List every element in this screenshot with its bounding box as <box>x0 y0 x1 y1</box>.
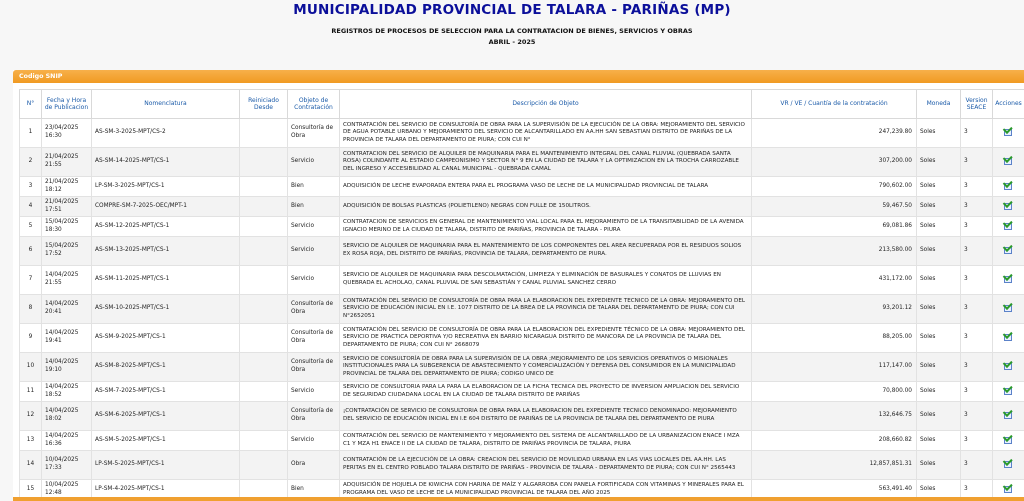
row-nomenclatura: LP-SM-5-2025-MPT/CS-1 <box>92 451 240 480</box>
row-objeto: Bien <box>288 177 340 197</box>
row-version: 3 <box>961 266 993 295</box>
col-header-monto[interactable]: VR / VE / Cuantía de la contratación <box>752 90 917 119</box>
row-nomenclatura: AS-SM-9-2025-MPT/CS-1 <box>92 324 240 353</box>
row-reiniciado <box>240 237 288 266</box>
row-acciones <box>993 177 1024 197</box>
table-row <box>20 402 1024 431</box>
row-objeto: Servicio <box>288 217 340 237</box>
col-header-descripcion[interactable]: Descripción de Objeto <box>340 90 752 119</box>
row-number: 3 <box>20 177 42 197</box>
table-row <box>20 237 1024 266</box>
row-monto: 132,646.75 <box>752 402 917 431</box>
row-acciones <box>993 119 1024 148</box>
row-nomenclatura: AS-SM-12-2025-MPT/CS-1 <box>92 217 240 237</box>
row-number: 6 <box>20 237 42 266</box>
row-version: 3 <box>961 480 993 500</box>
row-descripcion: CONTRATACIÓN DEL SERVICIO DE MANTENIMIENTO Y MEJORAMIENTO DEL SISTEMA DE ALCANTARILLADO DE LA URBANIZACION ENACE I MZA C1 Y MZA H1 ENACE II DE LA CIUDAD DE TALARA, DISTRITO DE PARIÑAS PROVINCIA DE TALARA, PIURA <box>340 431 752 451</box>
row-descripcion: SERVICIO DE ALQUILER DE MAQUINARIA PARA EL MANTENIMIENTO DE LOS COMPONENTES DEL AREA RECUPERADA POR EL RESIDUOS SOLIOS EX ROSA ROJA, DEL DISTRITO DE PARIÑAS, PROVINCIA DE TALARA, DEPARTAMENTO DE PIURA. <box>340 237 752 266</box>
row-reiniciado <box>240 266 288 295</box>
row-version: 3 <box>961 177 993 197</box>
row-objeto: Bien <box>288 480 340 500</box>
row-nomenclatura: AS-SM-6-2025-MPT/CS-1 <box>92 402 240 431</box>
row-objeto: Consultoría de Obra <box>288 402 340 431</box>
row-moneda: Soles <box>917 324 961 353</box>
row-number: 15 <box>20 480 42 500</box>
row-reiniciado <box>240 402 288 431</box>
row-fecha: 14/04/2025 18:52 <box>42 382 92 402</box>
row-fecha: 21/04/2025 17:51 <box>42 197 92 217</box>
row-objeto: Servicio <box>288 237 340 266</box>
row-reiniciado <box>240 324 288 353</box>
row-acciones <box>993 451 1024 480</box>
row-monto: 563,491.40 <box>752 480 917 500</box>
row-number: 11 <box>20 382 42 402</box>
row-moneda: Soles <box>917 237 961 266</box>
row-descripcion: ADQUISICIÓN DE BOLSAS PLASTICAS (POLIETILENO) NEGRAS CON FULLE DE 150LITROS. <box>340 197 752 217</box>
row-acciones <box>993 217 1024 237</box>
col-header-objeto[interactable]: Objeto de Contratación <box>288 90 340 119</box>
row-fecha: 21/04/2025 18:12 <box>42 177 92 197</box>
row-descripcion: CONTRATACIÓN DEL SERVICIO DE CONSULTORÍA DE OBRA PARA LA ELABORACION DEL EXPEDIENTE TÉCNICO DE LA OBRA: MEJORAMIENTO DEL SERVICIO DE PRACTICA DEPORTIVA Y/O RECREATIVA EN BARRIO NICARAGUA DISTRITO DE MANCORA DE LA PROVINCIA DE TALARA DEL DEPARTAMENTO DE PIURA; CON CUI N° 2668079 <box>340 324 752 353</box>
row-version: 3 <box>961 119 993 148</box>
row-nomenclatura: AS-SM-5-2025-MPT/CS-1 <box>92 431 240 451</box>
row-version: 3 <box>961 295 993 324</box>
procurement-table <box>19 89 1024 500</box>
row-monto: 307,200.00 <box>752 148 917 177</box>
row-monto: 431,172.00 <box>752 266 917 295</box>
panel-header[interactable]: Codigo SNIP <box>13 70 1024 83</box>
view-details-icon[interactable] <box>1004 387 1013 395</box>
row-number: 8 <box>20 295 42 324</box>
row-objeto: Obra <box>288 451 340 480</box>
row-acciones <box>993 266 1024 295</box>
row-fecha: 14/04/2025 18:02 <box>42 402 92 431</box>
row-version: 3 <box>961 353 993 382</box>
row-moneda: Soles <box>917 266 961 295</box>
row-reiniciado <box>240 197 288 217</box>
col-header-moneda[interactable]: Moneda <box>917 90 961 119</box>
row-acciones <box>993 353 1024 382</box>
view-details-icon[interactable] <box>1004 182 1013 190</box>
view-details-icon[interactable] <box>1004 362 1013 370</box>
row-number: 7 <box>20 266 42 295</box>
row-fecha: 14/04/2025 21:55 <box>42 266 92 295</box>
row-version: 3 <box>961 431 993 451</box>
row-descripcion: CONTRATACION DE SERVICIOS EN GENERAL DE MANTENIMIENTO VIAL LOCAL PARA EL MEJORAMIENTO DE LA TRANSITABILIDAD DE LA AVENIDA IGNACIO MERINO DE LA CIUDAD DE TALARA, DISTRITO DE PARIÑAS, PROVINCIA DE TALARA - PIURA <box>340 217 752 237</box>
table-row <box>20 451 1024 480</box>
row-moneda: Soles <box>917 402 961 431</box>
row-version: 3 <box>961 148 993 177</box>
row-acciones <box>993 237 1024 266</box>
row-objeto: Servicio <box>288 382 340 402</box>
row-monto: 88,205.00 <box>752 324 917 353</box>
row-fecha: 15/04/2025 18:30 <box>42 217 92 237</box>
view-details-icon[interactable] <box>1004 202 1013 210</box>
col-header-fecha[interactable]: Fecha y Hora de Publicacion <box>42 90 92 119</box>
row-moneda: Soles <box>917 119 961 148</box>
table-row <box>20 324 1024 353</box>
col-header-num[interactable]: N° <box>20 90 42 119</box>
row-fecha: 23/04/2025 16:30 <box>42 119 92 148</box>
row-nomenclatura: AS-SM-11-2025-MPT/CS-1 <box>92 266 240 295</box>
table-row <box>20 148 1024 177</box>
row-descripcion: ADQUISICIÓN DE LECHE EVAPORADA ENTERA PARA EL PROGRAMA VASO DE LECHE DE LA MUNICIPALIDAD PROVINCIAL DE TALARA <box>340 177 752 197</box>
row-acciones <box>993 431 1024 451</box>
row-reiniciado <box>240 451 288 480</box>
row-moneda: Soles <box>917 197 961 217</box>
row-nomenclatura: AS-SM-14-2025-MPT/CS-1 <box>92 148 240 177</box>
row-moneda: Soles <box>917 382 961 402</box>
row-reiniciado <box>240 119 288 148</box>
table-row <box>20 119 1024 148</box>
row-moneda: Soles <box>917 353 961 382</box>
row-fecha: 14/04/2025 19:41 <box>42 324 92 353</box>
row-monto: 213,580.00 <box>752 237 917 266</box>
row-descripcion: SERVICIO DE ALQUILER DE MAQUINARIA PARA DESCOLMATACIÓN, LIMPIEZA Y ELIMINACIÓN DE BASURALES Y CONATOS DE LLUVIAS EN QUEBRADA EL ACHOLAO, CANAL PLUVIAL DE SAN SEBASTIÁN Y CANAL PLUVIAL SANCHEZ CERRO <box>340 266 752 295</box>
results-panel <box>13 70 1024 501</box>
row-objeto: Servicio <box>288 431 340 451</box>
row-objeto: Servicio <box>288 266 340 295</box>
table-row <box>20 353 1024 382</box>
row-nomenclatura: AS-SM-3-2025-MPT/CS-2 <box>92 119 240 148</box>
row-objeto: Consultoría de Obra <box>288 353 340 382</box>
view-details-icon[interactable] <box>1004 246 1013 254</box>
row-moneda: Soles <box>917 295 961 324</box>
row-objeto: Consultoría de Obra <box>288 295 340 324</box>
row-moneda: Soles <box>917 177 961 197</box>
row-number: 10 <box>20 353 42 382</box>
view-details-icon[interactable] <box>1004 436 1013 444</box>
row-reiniciado <box>240 295 288 324</box>
row-moneda: Soles <box>917 480 961 500</box>
row-version: 3 <box>961 217 993 237</box>
row-moneda: Soles <box>917 148 961 177</box>
row-fecha: 10/04/2025 17:33 <box>42 451 92 480</box>
row-monto: 93,201.12 <box>752 295 917 324</box>
row-number: 9 <box>20 324 42 353</box>
row-nomenclatura: AS-SM-8-2025-MPT/CS-1 <box>92 353 240 382</box>
row-descripcion: CONTRATACION DEL SERVICIO DE ALQUILER DE MAQUINARIA PARA EL MANTENIMIENTO INTEGRAL DEL CANAL FLUVIAL (QUEBRADA SANTA ROSA) COLINDANTE AL ESTADIO CAMPEONISIMO Y SECTOR N° 9 EN LA CIUDAD DE TALARA Y LA OPTIMIZACION EN LA TROCHA CARROZABLE DEL INGRESO Y ACCESIBILIDAD AL CANAL MUNICIPAL - QUEBRADA CAMAL <box>340 148 752 177</box>
row-moneda: Soles <box>917 451 961 480</box>
row-reiniciado <box>240 382 288 402</box>
col-header-version[interactable]: Version SEACE <box>961 90 993 119</box>
row-nomenclatura: LP-SM-3-2025-MPT/CS-1 <box>92 177 240 197</box>
table-row <box>20 197 1024 217</box>
col-header-reiniciado[interactable]: Reiniciado Desde <box>240 90 288 119</box>
col-header-nomenclatura[interactable]: Nomenclatura <box>92 90 240 119</box>
table-row <box>20 266 1024 295</box>
row-monto: 208,660.82 <box>752 431 917 451</box>
page-title: MUNICIPALIDAD PROVINCIAL DE TALARA - PARIÑAS (MP) <box>293 2 731 18</box>
table-row <box>20 295 1024 324</box>
view-details-icon[interactable] <box>1004 460 1013 468</box>
row-reiniciado <box>240 217 288 237</box>
table-row <box>20 177 1024 197</box>
row-descripcion: SERVICIO DE CONSULTORÍA DE OBRA PARA LA SUPERVISIÓN DE LA OBRA ;MEJORAMIENTO DE LOS SERVICIOS OPERATIVOS O MISIONALES INSTITUCIONALES PARA LA SUBGERENCIA DE ABASTECIMIENTO Y COMERCIALIZACIÓN Y DEFENSA DEL CONSUMIDOR EN LA MUNICIPALIDAD PROVINCIAL DE TALARA DEL DEPARTAMENTO DE PIURA; CODIGO UNICO DE <box>340 353 752 382</box>
row-objeto: Servicio <box>288 148 340 177</box>
page-subtitle <box>0 26 1024 48</box>
row-objeto: Consultoría de Obra <box>288 119 340 148</box>
row-fecha: 14/04/2025 19:10 <box>42 353 92 382</box>
row-descripcion: ADQUISICIÓN DE HOJUELA DE KIWICHA CON HARINA DE MAÍZ Y ALGARROBA CON PANELA FORTIFICADA CON VITAMINAS Y MINERALES PARA EL PROGRAMA DEL VASO DE LECHE DE LA MUNICIPALIDAD PROVINCIAL DE TALARA DEL AÑO 2025 <box>340 480 752 500</box>
table-header-row <box>20 90 1024 119</box>
row-moneda: Soles <box>917 217 961 237</box>
row-descripcion: CONTRATACIÓN DEL SERVICIO DE CONSULTORÍA DE OBRA PARA LA ELABORACION DEL EXPEDIENTE TECNICO DE LA OBRA: MEJORAMIENTO DEL SERVICIO DE EDUCACIÓN INICIAL EN I.E. 1077 DISTRITO DE LA BREA DE LA PROVINCIA DE TALARA DEL DEPARTAMENTO DE PIURA; CON CUI N°2652051 <box>340 295 752 324</box>
row-number: 2 <box>20 148 42 177</box>
row-reiniciado <box>240 353 288 382</box>
row-reiniciado <box>240 431 288 451</box>
row-descripcion: CONTRATACIÓN DE LA EJECUCIÓN DE LA OBRA: CREACION DEL SERVICIO DE MOVILIDAD URBANA EN LAS VIAS LOCALES DEL AA.HH. LAS PERITAS EN EL CENTRO POBLADO TALARA DISTRITO DE PARIÑAS - PROVINCIA DE TALARA - DEPARTAMENTO DE PIURA; CON CUI N° 2565443 <box>340 451 752 480</box>
row-nomenclatura: LP-SM-4-2025-MPT/CS-1 <box>92 480 240 500</box>
row-descripcion: ¡CONTRATACIÓN DE SERVICIO DE CONSULTORIA DE OBRA PARA LA ELABORACION DEL EXPEDIENTE TECNICO DENOMINADO: MEJORAMIENTO DEL SERVICIO DE EDUCACIÓN INICIAL EN I.E 604 DISTRITO DE PARIÑAS DE LA PROVINCIA DE TALARA DEL DEPARTAMENTO DE PIURA <box>340 402 752 431</box>
row-monto: 59,467.50 <box>752 197 917 217</box>
row-version: 3 <box>961 382 993 402</box>
subtitle-line-2: ABRIL - 2025 <box>488 38 536 46</box>
row-fecha: 14/04/2025 20:41 <box>42 295 92 324</box>
table-row <box>20 431 1024 451</box>
row-fecha: 14/04/2025 16:36 <box>42 431 92 451</box>
row-monto: 70,800.00 <box>752 382 917 402</box>
row-fecha: 10/04/2025 12:48 <box>42 480 92 500</box>
col-header-acciones: Acciones <box>993 90 1024 119</box>
row-monto: 12,857,851.31 <box>752 451 917 480</box>
row-number: 5 <box>20 217 42 237</box>
row-acciones <box>993 382 1024 402</box>
row-nomenclatura: AS-SM-13-2025-MPT/CS-1 <box>92 237 240 266</box>
row-nomenclatura: COMPRE-SM-7-2025-OEC/MPT-1 <box>92 197 240 217</box>
row-number: 4 <box>20 197 42 217</box>
row-objeto: Bien <box>288 197 340 217</box>
row-number: 1 <box>20 119 42 148</box>
view-details-icon[interactable] <box>1004 128 1013 136</box>
row-version: 3 <box>961 402 993 431</box>
view-details-icon[interactable] <box>1004 304 1013 312</box>
row-acciones <box>993 197 1024 217</box>
panel-bottom-bar <box>13 497 1024 501</box>
view-details-icon[interactable] <box>1004 275 1013 283</box>
row-version: 3 <box>961 451 993 480</box>
row-monto: 247,239.80 <box>752 119 917 148</box>
row-descripcion: CONTRATACIÓN DEL SERVICIO DE CONSULTORÍA DE OBRA PARA LA SUPERVISIÓN DE LA EJECUCIÓN DE LA OBRA: MEJORAMIENTO DEL SERVICIO DE AGUA POTABLE URBANO Y MEJORAMIENTO DEL SERVICIO DE ALCANTARILLADO EN AA.HH SAN SEBASTIAN DISTRITO DE PARIÑAS DE LA PROVINCIA DE TALARA DEL DEPARTAMENTO DE PIURA; CON CUI N° <box>340 119 752 148</box>
row-fecha: 21/04/2025 21:55 <box>42 148 92 177</box>
row-objeto: Consultoría de Obra <box>288 324 340 353</box>
view-details-icon[interactable] <box>1004 333 1013 341</box>
row-acciones <box>993 324 1024 353</box>
view-details-icon[interactable] <box>1004 485 1013 493</box>
row-version: 3 <box>961 237 993 266</box>
row-acciones <box>993 295 1024 324</box>
view-details-icon[interactable] <box>1004 411 1013 419</box>
view-details-icon[interactable] <box>1004 222 1013 230</box>
table-row <box>20 382 1024 402</box>
row-reiniciado <box>240 148 288 177</box>
row-number: 14 <box>20 451 42 480</box>
row-monto: 790,602.00 <box>752 177 917 197</box>
row-acciones <box>993 402 1024 431</box>
row-descripcion: SERVICIO DE CONSULTORIA PARA LA PARA LA ELABORACION DE LA FICHA TECNICA DEL PROYECTO DE INVERSION AMPLIACION DEL SERVICIO DE SEGURIDAD CIUDADANA LOCAL EN LA CIUDAD DE TALARA DISTRITO DE PARIÑAS <box>340 382 752 402</box>
row-version: 3 <box>961 197 993 217</box>
row-monto: 69,081.86 <box>752 217 917 237</box>
row-reiniciado <box>240 177 288 197</box>
row-version: 3 <box>961 324 993 353</box>
row-monto: 117,147.00 <box>752 353 917 382</box>
view-details-icon[interactable] <box>1004 157 1013 165</box>
table-row <box>20 217 1024 237</box>
row-acciones <box>993 148 1024 177</box>
subtitle-line-1: REGISTROS DE PROCESOS DE SELECCION PARA LA CONTRATACION DE BIENES, SERVICIOS Y OBRAS <box>331 27 693 35</box>
row-nomenclatura: AS-SM-7-2025-MPT/CS-1 <box>92 382 240 402</box>
row-number: 12 <box>20 402 42 431</box>
row-number: 13 <box>20 431 42 451</box>
row-nomenclatura: AS-SM-10-2025-MPT/CS-1 <box>92 295 240 324</box>
row-moneda: Soles <box>917 431 961 451</box>
row-fecha: 15/04/2025 17:52 <box>42 237 92 266</box>
